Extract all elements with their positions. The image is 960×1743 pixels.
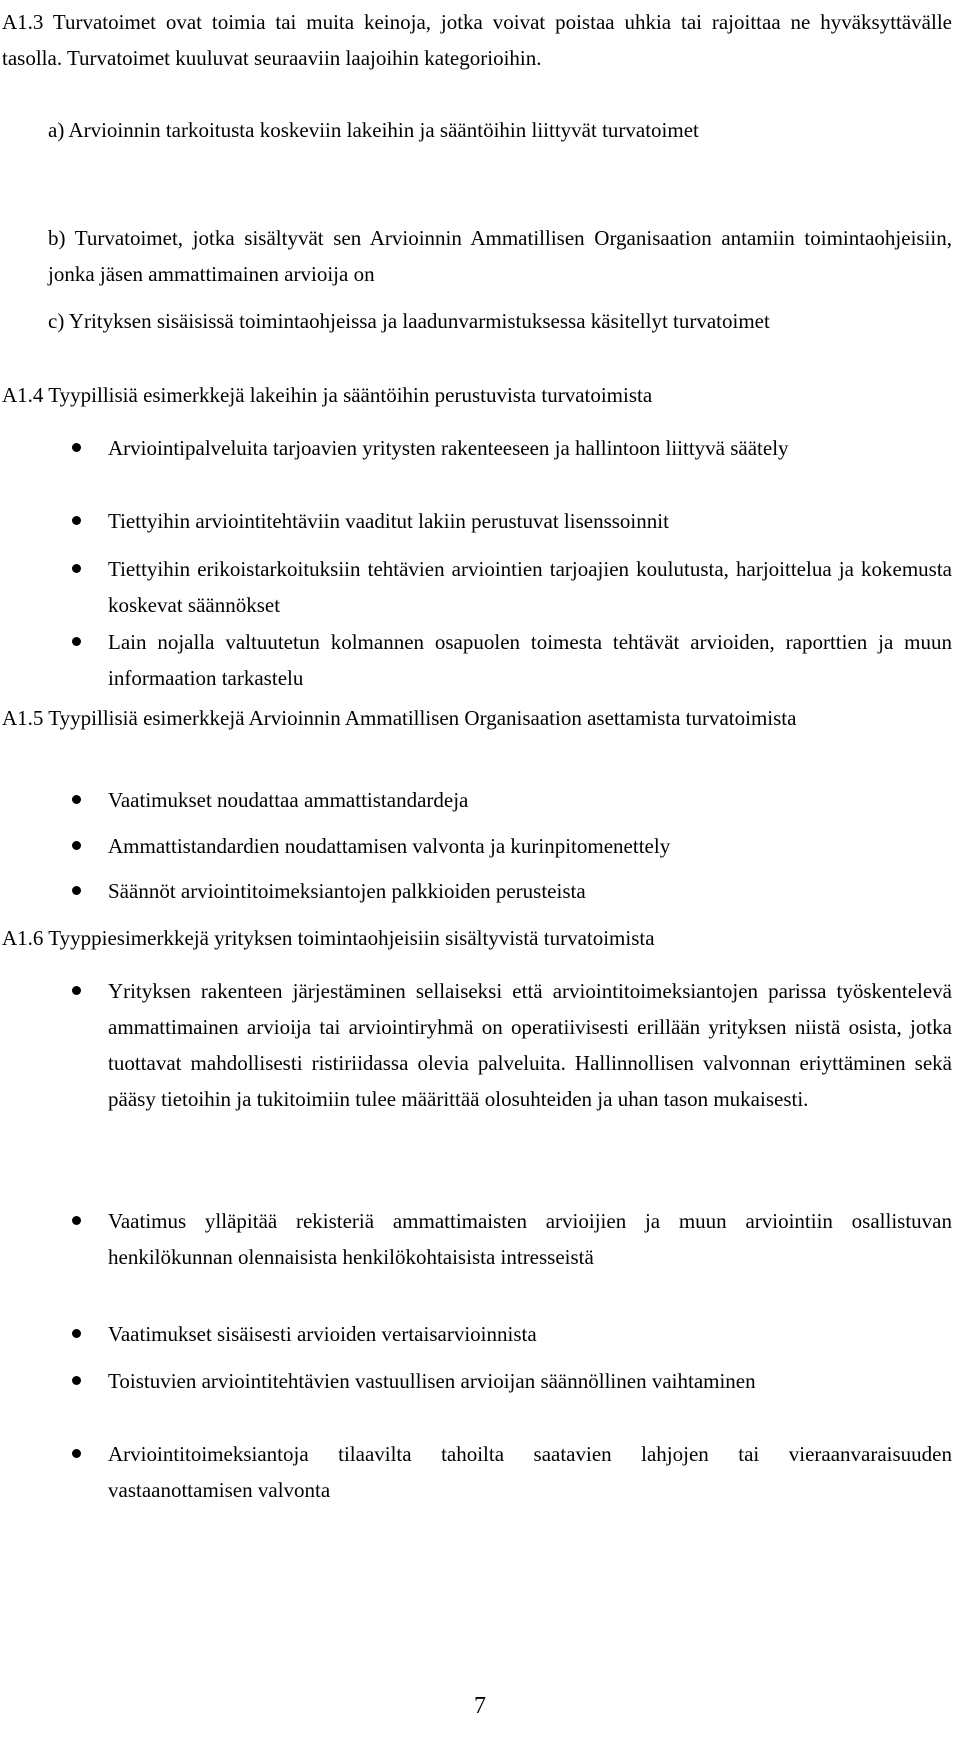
bullet-icon <box>68 828 88 864</box>
bullet-icon <box>68 624 88 660</box>
list-item: Arviointipalveluita tarjoavien yritysten rakenteeseen ja hallintoon liittyvä säätely <box>108 436 789 460</box>
list-item: Vaatimus ylläpitää rekisteriä ammattimaisten arvioijien ja muun arviointiin osallistuvan henkilökunnan olennaisista henkilökohtaisista intresseistä <box>108 1209 952 1269</box>
list-item-b: b) Turvatoimet, jotka sisältyvät sen Arvioinnin Ammatillisen Organisaation antamiin toimintaohjeisiin, jonka jäsen ammattimainen arvioija on <box>48 226 952 286</box>
bullet-icon <box>68 551 88 587</box>
section-a14-heading: A1.4 Tyypillisiä esimerkkejä lakeihin ja sääntöihin perustuvista turvatoimista <box>2 383 653 407</box>
list-item: Toistuvien arviointitehtävien vastuullisen arvioijan säännöllinen vaihtaminen <box>108 1369 756 1393</box>
list-item-a: a) Arvioinnin tarkoitusta koskeviin lakeihin ja sääntöihin liittyvät turvatoimet <box>48 118 699 142</box>
bullet-icon <box>68 973 88 1009</box>
bullet-icon <box>68 1316 88 1352</box>
section-a13-paragraph: A1.3 Turvatoimet ovat toimia tai muita keinoja, jotka voivat poistaa uhkia tai rajoittaa ne hyväksyttävälle tasolla. Turvatoimet kuuluvat seuraaviin laajoihin kategorioihin. <box>2 10 952 70</box>
list-item: Arviointitoimeksiantoja tilaavilta tahoilta saatavien lahjojen tai vieraanvaraisuuden vastaanottamisen valvonta <box>108 1442 952 1502</box>
list-item: Lain nojalla valtuutetun kolmannen osapuolen toimesta tehtävät arvioiden, raporttien ja muun informaation tarkastelu <box>108 630 952 690</box>
list-item-c: c) Yrityksen sisäisissä toimintaohjeissa ja laadunvarmistuksessa käsitellyt turvatoimet <box>48 309 770 333</box>
list-item: Tiettyihin erikoistarkoituksiin tehtävien arviointien tarjoajien koulutusta, harjoittelua ja kokemusta koskevat säännökset <box>108 557 952 617</box>
bullet-icon <box>68 1203 88 1239</box>
list-item: Ammattistandardien noudattamisen valvonta ja kurinpitomenettely <box>108 834 671 858</box>
section-a15-heading: A1.5 Tyypillisiä esimerkkejä Arvioinnin Ammatillisen Organisaation asettamista turvatoimista <box>2 706 797 730</box>
bullet-icon <box>68 430 88 466</box>
bullet-icon <box>68 503 88 539</box>
bullet-icon <box>68 1363 88 1399</box>
list-item: Yrityksen rakenteen järjestäminen sellaiseksi että arviointitoimeksiantojen parissa työskentelevä ammattimainen arvioija tai arviointiryhmä on operatiivisesti erillään yrityksen niistä osista, jotka tuottavat mahdollisesti ristiriidassa olevia palveluita. Hallinnollisen valvonnan eriyttäminen sekä pääsy tietoihin ja tukitoimiin tulee määrittää olosuhteiden ja uhan tason mukaisesti. <box>108 979 952 1111</box>
bullet-icon <box>68 1436 88 1472</box>
bullet-icon <box>68 782 88 818</box>
list-item: Säännöt arviointitoimeksiantojen palkkioiden perusteista <box>108 879 586 903</box>
list-item: Vaatimukset sisäisesti arvioiden vertaisarvioinnista <box>108 1322 537 1346</box>
bullet-icon <box>68 873 88 909</box>
list-item: Vaatimukset noudattaa ammattistandardeja <box>108 788 469 812</box>
list-item: Tiettyihin arviointitehtäviin vaaditut lakiin perustuvat lisenssoinnit <box>108 509 669 533</box>
page-number: 7 <box>474 1693 486 1719</box>
section-a16-heading: A1.6 Tyyppiesimerkkejä yrityksen toimintaohjeisiin sisältyvistä turvatoimista <box>2 926 655 950</box>
